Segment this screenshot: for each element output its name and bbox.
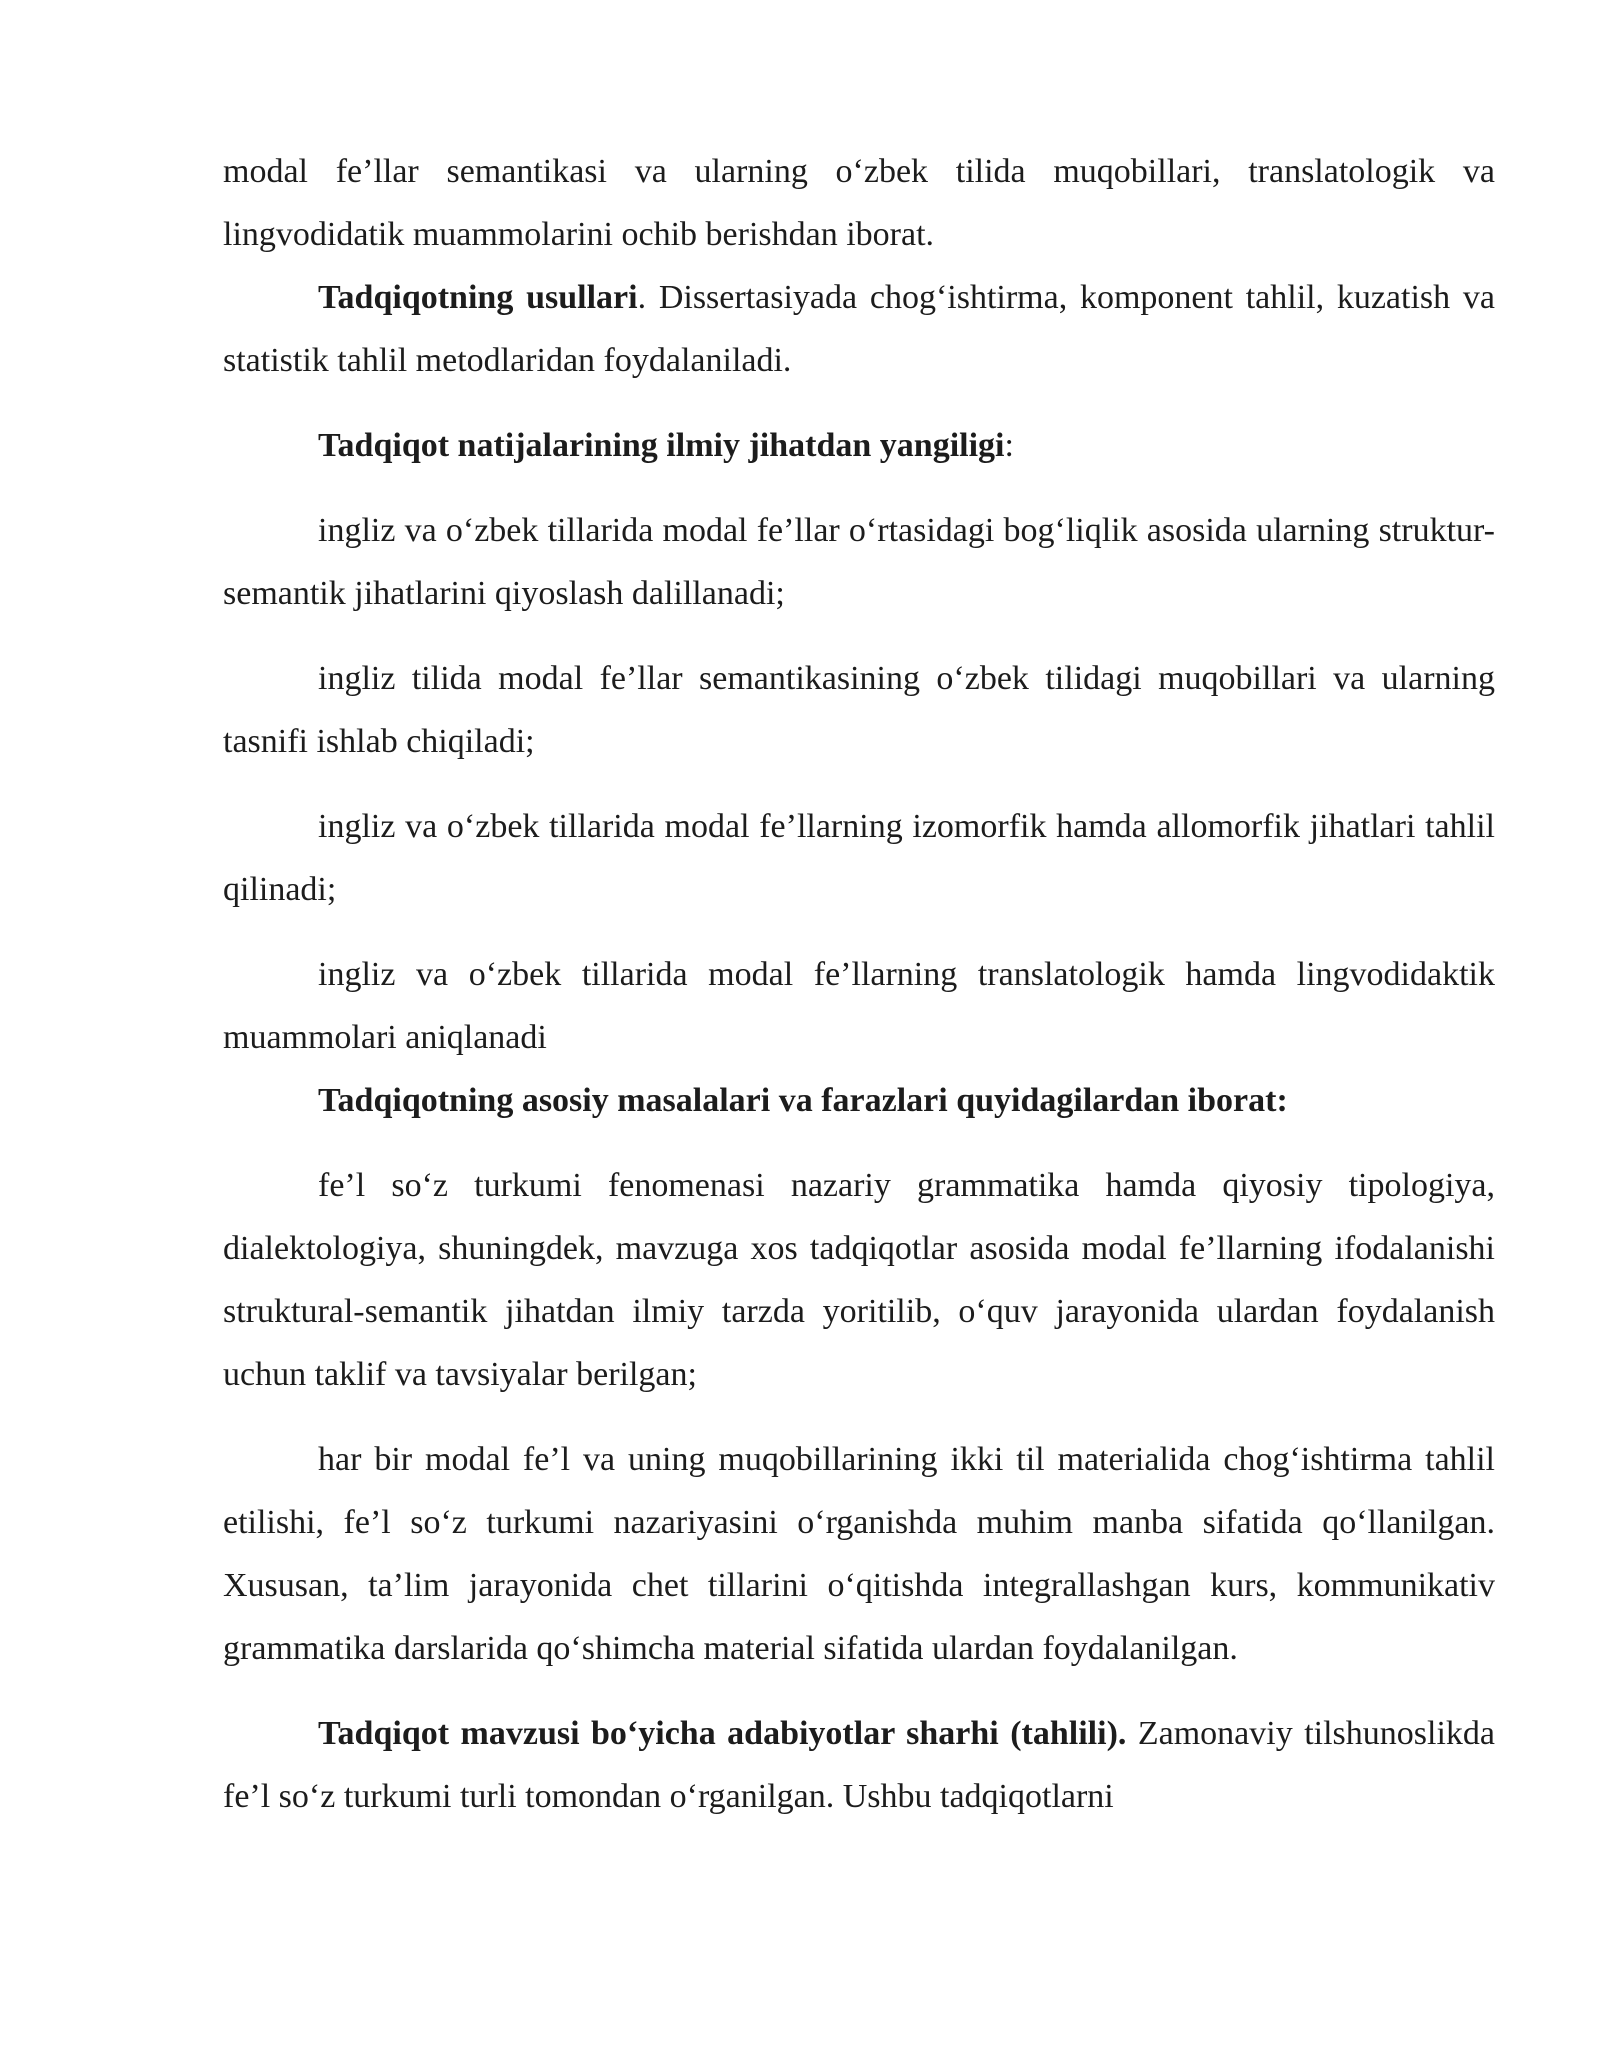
paragraph-task-2: har bir modal fe’l va uning muqobillarining ikki til materialida chog‘ishtirma tahlil etilishi, fe’l so‘z turkumi nazariyasini o‘rganishda muhim manba sifatida qo‘llanilgan. Xususan, ta’lim jarayonida chet tillarini o‘qitishda integrallashgan kurs, kommunikativ grammatika darslarida qo‘shimcha material sifatida ulardan foydalanilgan. — [223, 1441, 1495, 1667]
paragraph-novelty-item-2: ingliz tilida modal fe’llar semantikasining o‘zbek tilidagi muqobillari va ularning tasnifi ishlab chiqiladi; — [223, 660, 1495, 760]
literature-review-text: Zamonaviy tilshunoslikda fe’l so‘z turkumi turli tomondan o‘rganilgan. Ushbu tadqiqotlarni — [223, 1715, 1495, 1815]
paragraph-literature-review — [223, 1702, 1495, 1828]
heading-main-tasks: Tadqiqotning asosiy masalalari va farazlari quyidagilardan iborat: — [318, 1082, 1288, 1119]
paragraph-novelty-item-3: ingliz va o‘zbek tillarida modal fe’llarning izomorfik hamda allomorfik jihatlari tahlil qilinadi; — [223, 808, 1495, 908]
paragraph-research-methods — [223, 266, 1495, 392]
heading-literature-review: Tadqiqot mavzusi bo‘yicha adabiyotlar sharhi (tahlili). — [318, 1715, 1127, 1752]
research-methods-text: . Dissertasiyada chog‘ishtirma, komponent tahlil, kuzatish va statistik tahlil metodlaridan foydalaniladi. — [223, 279, 1496, 379]
heading-research-methods: Tadqiqotning usullari — [318, 279, 638, 316]
paragraph-task-1: fe’l so‘z turkumi fenomenasi nazariy grammatika hamda qiyosiy tipologiya, dialektologiya, shuningdek, mavzuga xos tadqiqotlar asosida modal fe’llarning ifodalanishi struktural-semantik jihatdan ilmiy tarzda yoritilib, o‘quv jarayonida ulardan foydalanish uchun taklif va tavsiyalar berilgan; — [223, 1167, 1495, 1393]
document-page — [223, 140, 1495, 1828]
paragraph-intro-continuation: modal fe’llar semantikasi va ularning o‘zbek tilida muqobillari, translatologik va lingvodidatik muammolarini ochib berishdan iborat. — [223, 153, 1495, 253]
novelty-colon: : — [1004, 427, 1014, 464]
heading-scientific-novelty: Tadqiqot natijalarining ilmiy jihatdan yangiligi — [318, 427, 1005, 464]
paragraph-novelty-item-1: ingliz va o‘zbek tillarida modal fe’llar o‘rtasidagi bog‘liqlik asosida ularning struktur-semantik jihatlarini qiyoslash dalillanadi; — [223, 512, 1495, 612]
paragraph-novelty-item-4: ingliz va o‘zbek tillarida modal fe’llarning translatologik hamda lingvodidaktik muammolari aniqlanadi — [223, 956, 1495, 1056]
paragraph-novelty-heading — [223, 414, 1495, 477]
